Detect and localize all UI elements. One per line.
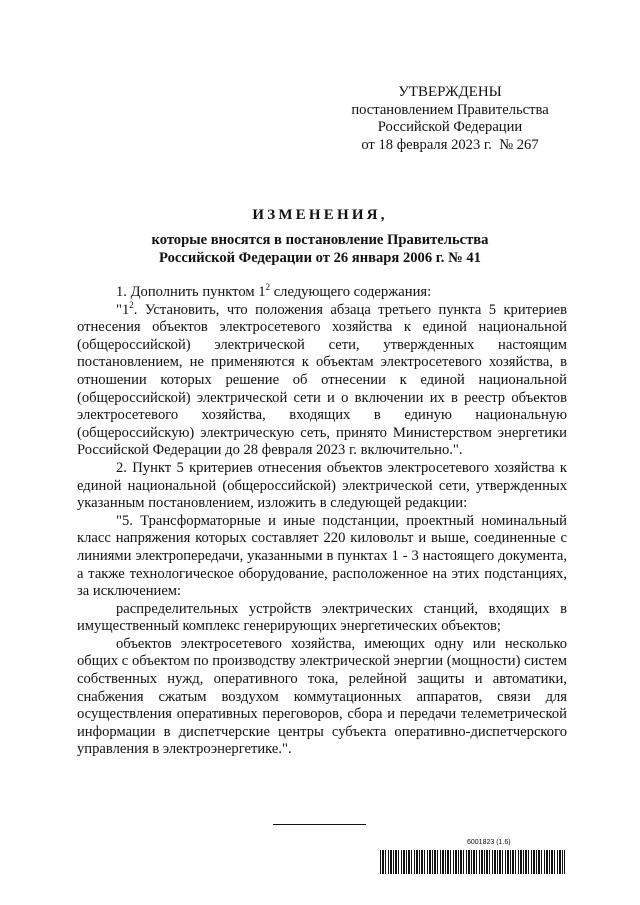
approval-stamp (340, 84, 560, 154)
document-subtitle (100, 232, 540, 267)
barcode-number: 6001823 (1.6) (467, 839, 511, 846)
superscript: 2 (129, 299, 134, 310)
approval-heading: УТВЕРЖДЕНЫ (398, 84, 502, 100)
paragraph-2-start: "1 (116, 301, 130, 318)
document-body (77, 284, 567, 759)
subtitle-line-2: Российской Федерации от 26 января 2006 г. № 41 (159, 249, 481, 266)
paragraph-1-text-end: следующего содержания: (270, 284, 432, 300)
superscript: 2 (265, 282, 271, 292)
paragraph-2-text: . Установить, что положения абзаца третьего пункта 5 критериев отнесения объектов электросетевого хозяйства к единой национальной (общероссийской) электрической сети, утвержденных настоящим постановлением, не применяются к объектам электросетевого хозяйства, в отношении которых решение об отнесении к единой национальной (общероссийской) электрической сети и о включении их в реестр объектов электросетевого хозяйства, входящих в единую национальную (общероссийскую) электрическую сеть, принято Министерством энергетики Российской Федерации до 28 февраля 2023 г. включительно.". (77, 301, 567, 459)
barcode (380, 850, 565, 874)
paragraph-4: "5. Трансформаторные и иные подстанции, проектный номинальный класс напряжения которых составляет 220 киловольт и выше, соединенные с линиями электропередачи, указанными в пунктах 1 - 3 настоящего документа, а также технологическое оборудование, расположенное на этих подстанциях, за исключением: (77, 512, 567, 600)
paragraph-3: 2. Пункт 5 критериев отнесения объектов электросетевого хозяйства к единой национальной (общероссийской) электрической сети, утвержденных указанным постановлением, изложить в следующей редакции: (77, 459, 567, 512)
paragraph-5: распределительных устройств электрических станций, входящих в имущественный комплекс генерирующих энергетических объектов; (77, 600, 567, 635)
paragraph-2 (77, 299, 567, 460)
paragraph-1 (77, 284, 567, 302)
approval-line-2: Российской Федерации (377, 119, 523, 136)
approval-date-line: от 18 февраля 2023 г. № 267 (361, 136, 539, 153)
paragraph-1-text: 1. Дополнить пунктом 1 (116, 284, 266, 300)
document-title: ИЗМЕНЕНИЯ, (252, 207, 388, 223)
approval-line-1: постановлением Правительства (351, 101, 549, 118)
subtitle-line-1: которые вносятся в постановление Правительства (151, 232, 489, 248)
end-divider (273, 824, 366, 825)
paragraph-6: объектов электросетевого хозяйства, имеющих одну или несколько общих с объектом по производству электрической энергии (мощности) систем собственных нужд, оперативного тока, релейной защиты и автоматики, снабжения сжатым воздухом коммутационных аппаратов, связи для осуществления оперативных переговоров, сбора и передачи телеметрической информации в диспетчерские центры субъекта оперативно-диспетчерского управления в электроэнергетике.". (77, 635, 567, 758)
